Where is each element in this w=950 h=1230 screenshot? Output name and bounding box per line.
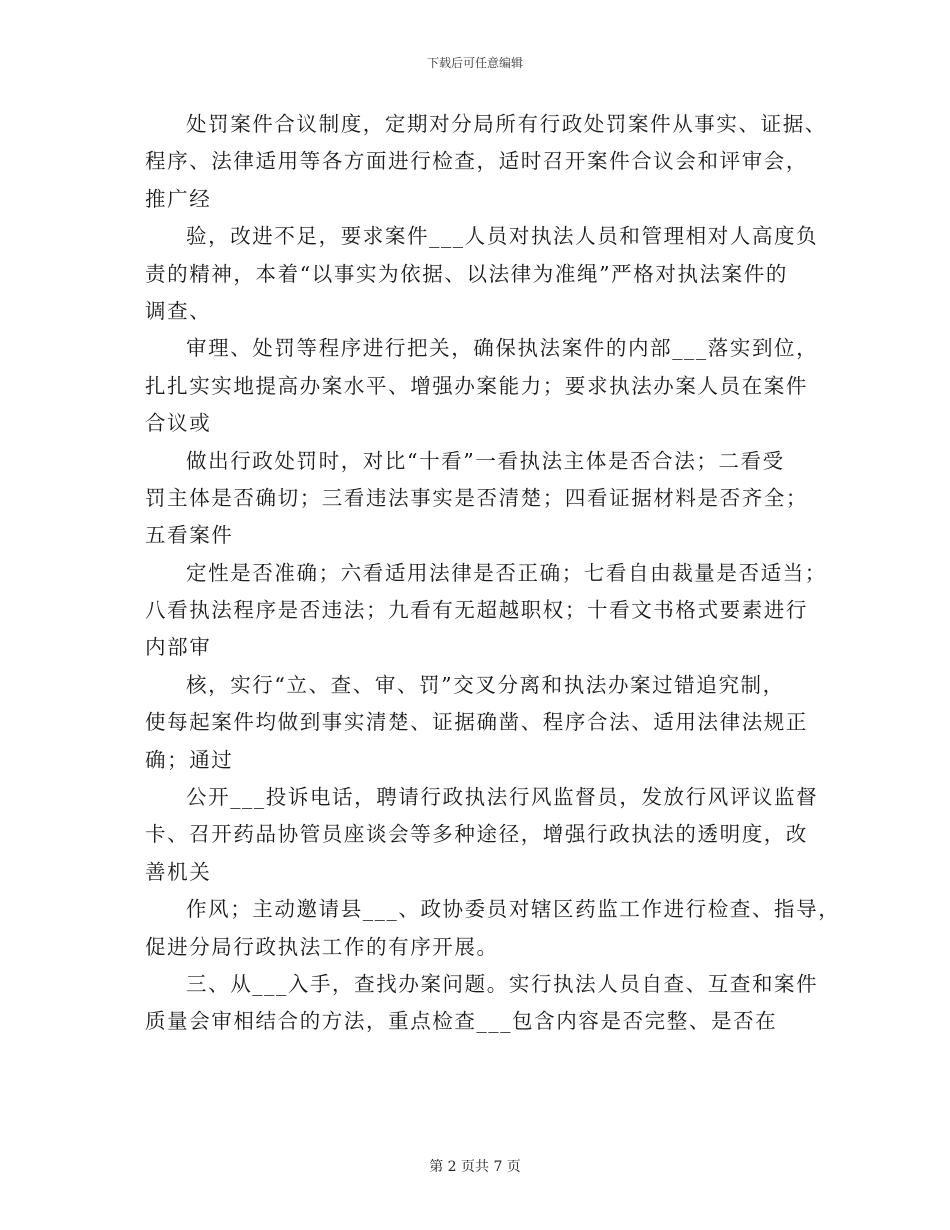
paragraph-line: 八看执法程序是否违法；九看有无超越职权；十看文书格式要素进行 bbox=[145, 598, 808, 623]
paragraph-line: 使每起案件均做到事实清楚、证据确凿、程序合法、适用法律法规正 bbox=[145, 710, 808, 735]
paragraph-line: 验，改进不足，要求案件___人员对执法人员和管理相对人高度负 bbox=[186, 224, 819, 249]
paragraph-line: 促进分局行政执法工作的有序开展。 bbox=[145, 934, 499, 959]
paragraph-line: 罚主体是否确切；三看违法事实是否清楚；四看证据材料是否齐全； bbox=[145, 485, 808, 510]
paragraph-line: 责的精神，本着“以事实为依据、以法律为准绳”严格对执法案件的 bbox=[145, 261, 788, 286]
paragraph-line: 处罚案件合议制度，定期对分局所有行政处罚案件从事实、证据、 bbox=[186, 112, 827, 136]
paragraph-line: 推广经 bbox=[145, 186, 212, 211]
paragraph-line: 扎扎实实地提高办案水平、增强办案能力；要求执法办案人员在案件 bbox=[145, 373, 808, 398]
page-number: 第 2 页共 7 页 bbox=[429, 1159, 521, 1175]
paragraph-line: 作风；主动邀请县___、政协委员对辖区药监工作进行检查、指导， bbox=[186, 897, 841, 922]
paragraph-line: 内部审 bbox=[145, 635, 212, 660]
paragraph-line: 三、从___入手，查找办案问题。实行执法人员自查、互查和案件 bbox=[186, 971, 819, 996]
paragraph-line: 审理、处罚等程序进行把关，确保执法案件的内部___落实到位， bbox=[186, 336, 819, 361]
paragraph-line: 合议或 bbox=[145, 411, 212, 436]
paragraph-line: 善机关 bbox=[145, 859, 212, 884]
paragraph-line: 确；通过 bbox=[145, 747, 234, 772]
paragraph-line: 做出行政处罚时，对比“十看”一看执法主体是否合法；二看受 bbox=[186, 448, 785, 473]
paragraph-line: 调查、 bbox=[145, 298, 212, 323]
paragraph-line: 五看案件 bbox=[145, 523, 234, 548]
page-header: 下载后可任意编辑 bbox=[426, 56, 523, 70]
paragraph-line: 核，实行“立、查、审、罚”交叉分离和执法办案过错追究制， bbox=[186, 672, 785, 697]
paragraph-line: 质量会审相结合的方法，重点检查___包含内容是否完整、是否在 bbox=[145, 1009, 778, 1034]
paragraph-line: 公开___投诉电话，聘请行政执法行风监督员，发放行风评议监督 bbox=[186, 785, 819, 810]
document-body bbox=[145, 106, 841, 1041]
paragraph-line: 程序、法律适用等各方面进行检查，适时召开案件合议会和评审会， bbox=[145, 149, 808, 174]
paragraph-line: 定性是否准确；六看适用法律是否正确；七看自由裁量是否适当； bbox=[186, 560, 827, 585]
paragraph-line: 卡、召开药品协管员座谈会等多种途径，增强行政执法的透明度，改 bbox=[145, 822, 808, 847]
